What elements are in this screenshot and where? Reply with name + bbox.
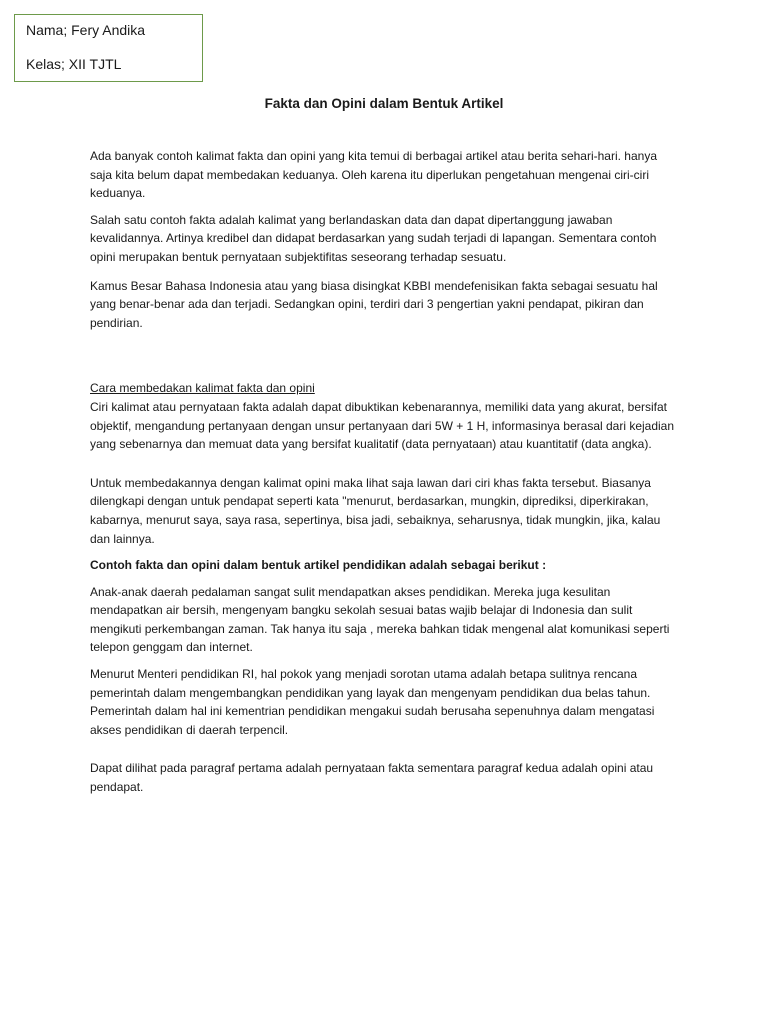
student-class: Kelas; XII TJTL [26, 56, 122, 72]
fact-characteristics-paragraph: Ciri kalimat atau pernyataan fakta adalah dapat dibuktikan kebenarannya, memiliki data yang akurat, bersifat objektif, mengandung pertanyaan dengan unsur pertanyaan dari 5W + 1 H, informasinya berasal dari kejadian yang sebenarnya dan memuat data yang bersifat kualitatif (data pernyataan) atau kuantitatif (data angka). [90, 399, 675, 452]
section-heading: Cara membedakan kalimat fakta dan opini [90, 381, 315, 396]
fact-example-paragraph: Anak-anak daerah pedalaman sangat sulit mendapatkan akses pendidikan. Mereka juga kesulitan mendapatkan air bersih, mengenyam bangku sekolah sesuai batas wajib belajar di Indonesia dan sulit mengikuti perkembangan zaman. Tak hanya itu saja , mereka bahkan tidak mengenal alat komunikasi seperti telepon genggam dan internet. [90, 584, 670, 655]
document-body [90, 147, 682, 797]
opinion-characteristics-paragraph: Untuk membedakannya dengan kalimat opini maka lihat saja lawan dari ciri khas fakta tersebut. Biasanya dilengkapi dengan untuk pendapat seperti kata "menurut, berdasarkan, mungkin, diprediksi, diperkirakan, kabarnya, menurut saya, saya rasa, sepertinya, bisa jadi, sebaiknya, seharusnya, tidak mungkin, jika, kalau dan lainnya. [90, 475, 661, 546]
student-identity-box [14, 14, 203, 82]
example-heading: Contoh fakta dan opini dalam bentuk artikel pendidikan adalah sebagai berikut : [90, 558, 547, 573]
intro-paragraph: Ada banyak contoh kalimat fakta dan opini yang kita temui di berbagai artikel atau berita sehari-hari. hanya saja kita belum dapat membedakan keduanya. Oleh karena itu diperlukan pengetahuan mengenai ciri-ciri keduanya. [90, 149, 658, 201]
opinion-example-paragraph: Menurut Menteri pendidikan RI, hal pokok yang menjadi sorotan utama adalah betapa sulitnya rencana pemerintah dalam mengembangkan pendidikan yang layak dan mengenyam pendidikan dua belas tahun. Pemerintah dalam hal ini kementrian pendidikan mengakui sudah berusaha sepenuhnya dalam mengatasi akses pendidikan di daerah terpencil. [90, 667, 655, 737]
student-name: Nama; Fery Andika [26, 22, 146, 38]
fact-opinion-example-paragraph: Salah satu contoh fakta adalah kalimat yang berlandaskan data dan dapat dipertanggung jawaban kevalidannya. Artinya kredibel dan didapat berdasarkan yang sudah terjadi di lapangan. Sementara contoh opini merupakan bentuk pernyataan subjektifitas seseorang terhadap sesuatu. [90, 212, 657, 264]
document-title: Fakta dan Opini dalam Bentuk Artikel [264, 96, 504, 111]
conclusion-paragraph: Dapat dilihat pada paragraf pertama adalah pernyataan fakta sementara paragraf kedua adalah opini atau pendapat. [90, 761, 654, 795]
kbbi-definition-paragraph: Kamus Besar Bahasa Indonesia atau yang biasa disingkat KBBI mendefenisikan fakta sebagai sesuatu hal yang benar-benar ada dan terjadi. Sedangkan opini, terdiri dari 3 pengertian yakni pendapat, pikiran dan pendirian. [90, 278, 658, 330]
